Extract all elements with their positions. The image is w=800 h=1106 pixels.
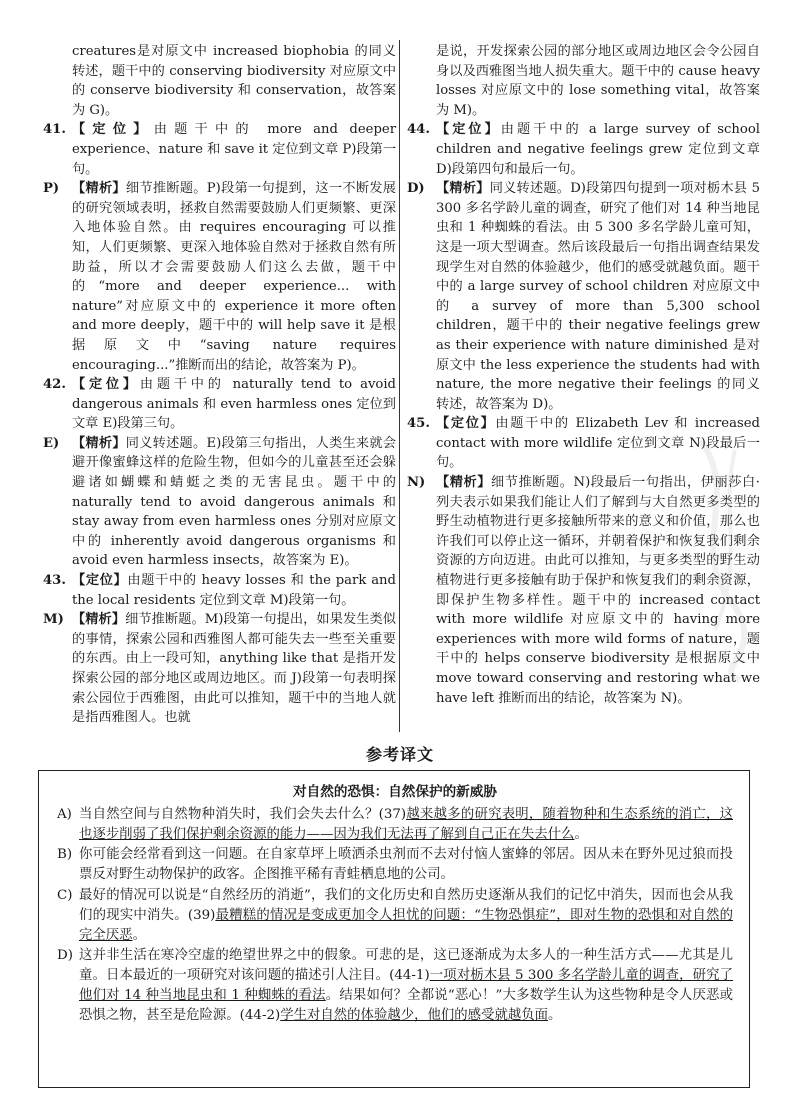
- answer-41-analysis: [43, 179, 396, 375]
- locate-text: 由题干中的 Elizabeth Lev 和 increased contact with more wildlife 定位到文章 N)段最后一句。: [436, 416, 760, 471]
- paragraph-text-end: 。: [132, 927, 146, 943]
- paragraph-text-end: 。: [574, 826, 588, 842]
- paragraph-text-mid: 。结果如何？全都说“恶心！”大多数学生认为这些物种是令人厌恶或恐惧之物，甚至是危险源。(44-2): [79, 987, 733, 1023]
- underlined-text: 最糟糕的情况是变成更加令人担忧的问题：“生物恐惧症”，即对生物的恐惧和对自然的完全厌恶: [79, 907, 733, 943]
- question-43-locate: [43, 571, 396, 610]
- left-column: [43, 42, 397, 728]
- intro-line-4: 案为 G)。: [72, 83, 396, 118]
- paragraph-text: 这并非生活在寒冷空虚的绝望世界之中的假象。可悲的是，这已逐渐成为太多人的一种生活方式——尤其是儿童。日本最近的一项研究对该问题的描述引人注目。(44-1): [79, 948, 733, 984]
- paragraph-text: 你可能会经常看到这一问题。在自家草坪上喷洒杀虫剂而不去对付恼人蜜蜂的邻居。因从未在野外见过狼而投票反对野生动物保护的政客。企图推平稀有青蛙栖息地的公司。: [79, 847, 733, 883]
- locate-text: 由题干中的 naturally tend to avoid dangerous animals 和 even harmless ones 定位到文章 E)段第三句。: [72, 377, 396, 432]
- paragraph-text-end: 。: [548, 1007, 562, 1023]
- paragraph-text: 最好的情况可以说是“自然经历的消逝”，我们的文化历史和自然历史逐渐从我们的记忆中消失，因而也会从我们的现实中消失。(39): [79, 887, 733, 923]
- analysis-text: 细节推断题。M)段第一句提出，如果发生类似的事情，探索公园和西雅图人都可能失去一些至关重要的东西。由上一段可知，anything like that 是指开发探索公园的部分地区或周边地区。而 J)段第一句表明探索公园位于西雅图，由此可以推知，题干中的当地人就是指西雅图人。也就: [72, 612, 396, 726]
- underlined-text: 一项对栃木县 5 300 多名学龄儿童的调查，研究了他们对 14 种当地昆虫和 1 种蜘蛛的看法: [79, 968, 733, 1003]
- analysis-text: 同义转述题。D)段第四句提到一项对栃木县 5 300 多名学龄儿童的调查，研究了他们对 14 种当地昆虫和 1 种蜘蛛的看法。由 5 300 多名学龄儿童可知，这是一项大型调查。然后该段最后一句指出调查结果发现学生对自然的体验越少，他们的感受就越负面。题干中的 a large survey of school children 对应原文中的 a survey of more than 5,300 school children，题干中的 their negative feelings grew as their experience with nature diminished 是对原文中 the less experience the students had with nature, the more negative their feelings 的同义转述，故答案为 D)。: [436, 181, 760, 412]
- answer-label: N): [407, 475, 426, 491]
- locate-text: 由题干中的 heavy losses 和 the park and the local residents 定位到文章 M)段第一句。: [72, 573, 396, 608]
- reference-heading: 参考译文: [365, 745, 434, 764]
- intro-line-3: 中的 conserve biodiversity 和 conservation，故答: [72, 63, 396, 99]
- answer-label: E): [43, 435, 60, 451]
- question-41-locate: [43, 120, 397, 179]
- question-number: 44.: [407, 122, 430, 138]
- paragraph-label: B): [57, 847, 73, 863]
- paragraph-text: 当自然空间与自然物种消失时，我们会失去什么？(37): [79, 806, 407, 822]
- right-column: [407, 42, 761, 708]
- locate-tag: 【定位】: [436, 416, 496, 432]
- translation-paragraph-c: [57, 886, 733, 945]
- question-number: 43.: [43, 573, 66, 589]
- column-divider: [399, 40, 400, 732]
- answer-43-continuation: 是说，开发探索公园的部分地区或周边地区会令公园自身以及西雅图当地人损失重大。题干中的 cause heavy losses 对应原文中的 lose something vital，故答案为 M)。: [436, 44, 760, 118]
- answer-42-analysis: [43, 434, 396, 571]
- answer-label: D): [407, 181, 425, 197]
- translation-paragraph-d: [57, 946, 733, 1025]
- translation-paragraph-b: [57, 845, 733, 885]
- question-44-locate: [407, 120, 760, 179]
- paragraph-label: D): [57, 948, 73, 964]
- underlined-text-2: 学生对自然的体验越少，他们的感受就越负面: [280, 1007, 549, 1023]
- locate-text: 由题干中的 a large survey of school children and negative feelings grew 定位到文章 D)段第四句和最后一句。: [436, 122, 760, 177]
- answer-label: M): [43, 612, 64, 628]
- question-number: 42.: [43, 377, 66, 393]
- locate-text: 由题干中的 more and deeper experience、nature 和 save it 定位到文章 P)段第一句。: [72, 122, 397, 177]
- analysis-text: 同义转述题。E)段第三句指出，人类生来就会避开像蜜蜂这样的危险生物，但如今的儿童甚至还会躲避诸如蝴蝶和蜻蜓之类的无害昆虫。题干中的 naturally tend to avoid dangerous animals 和 stay away from even harmless ones 分别对应原文中的 inherently avoid dangerous organisms 和 avoid even harmless insects，故答案为 E)。: [72, 435, 396, 569]
- locate-tag: 【定位】: [72, 573, 128, 589]
- answer-44-analysis: [407, 179, 760, 414]
- question-number: 41.: [43, 122, 66, 138]
- intro-continuation: [52, 42, 396, 120]
- question-42-locate: [43, 375, 396, 434]
- paragraph-label: C): [57, 887, 73, 903]
- locate-tag: 【定位】: [72, 377, 140, 393]
- analysis-tag: 【精析】: [72, 435, 126, 451]
- question-45-locate: [407, 414, 760, 473]
- answer-label: P): [43, 181, 60, 197]
- paragraph-label: A): [57, 806, 72, 822]
- question-number: 45.: [407, 416, 430, 432]
- intro-line-2: 转述，题干中的 conserving biodiversity 对应原文: [72, 63, 383, 79]
- answer-45-analysis: [407, 473, 761, 708]
- analysis-text: 细节推断题。P)段第一句提到，这一不断发展的研究领域表明，拯救自然需要鼓励人们更频繁、更深入地体验自然。由 requires encouraging 可以推知，人们更频繁、更深入地体验自然对于拯救自然有所助益，所以才会需要鼓励人们这么去做，题干中的“more and deeper experience... with nature”对应原文中的 experience it more often and more deeply，题干中的 will help save it 是根据原文中“saving nature requires encouraging...”推断而出的结论，故答案为 P)。: [72, 181, 396, 373]
- analysis-tag: 【精析】: [436, 181, 490, 197]
- underlined-text: 越来越多的研究表明，随着物种和生态系统的消亡，这也逐步削弱了我们保护剩余资源的能力——因为我们无法再了解到自己正在失去什么: [79, 806, 733, 842]
- analysis-text: 细节推断题。N)段最后一句指出，伊丽莎白·列夫表示如果我们能让人们了解到与大自然更多类型的野生动植物进行更多接触所带来的意义和价值，那么也许我们可以停止这一循环，并朝着保护和恢复我们剩余资源的方向迈进。由此可以推知，与更多类型的野生动植物进行更多接触有助于保护和恢复我们的剩余资源，即保护生物多样性。题干中的 increased contact with more wildlife 对应原文中的 having more experiences with more wild forms of nature，题干中的 helps conserve biodiversity 是根据原文中 move toward conserving and restoring what we have left 推断而出的结论，故答案为 N)。: [436, 475, 761, 706]
- answer-43-analysis: [43, 610, 396, 728]
- translation-paragraph-a: [57, 805, 733, 845]
- locate-tag: 【定位】: [72, 122, 154, 138]
- intro-line-1: creatures是对原文中 increased biophobia 的同义: [72, 44, 396, 59]
- analysis-tag: 【精析】: [72, 181, 126, 197]
- analysis-tag: 【精析】: [72, 612, 126, 628]
- analysis-tag: 【精析】: [436, 475, 492, 491]
- locate-tag: 【定位】: [436, 122, 501, 138]
- reference-translation-box: [38, 770, 750, 1088]
- translation-title: 对自然的恐惧：自然保护的新威胁: [293, 784, 497, 800]
